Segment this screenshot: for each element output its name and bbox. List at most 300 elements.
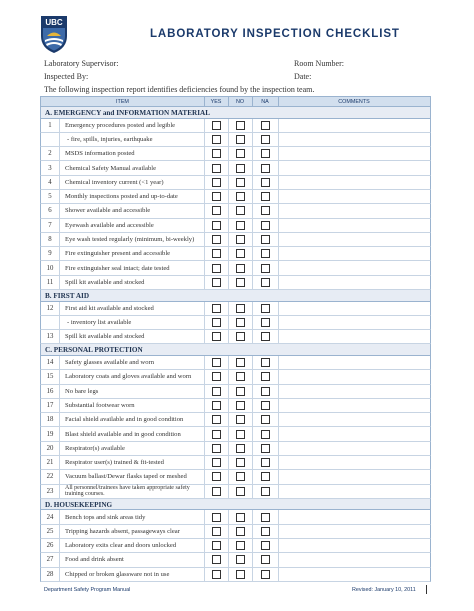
na-checkbox[interactable] xyxy=(261,221,270,230)
no-cell xyxy=(228,330,252,343)
na-checkbox[interactable] xyxy=(261,487,270,496)
section-title: A. EMERGENCY and INFORMATION MATERIAL xyxy=(45,109,210,117)
na-checkbox[interactable] xyxy=(261,121,270,130)
na-checkbox[interactable] xyxy=(261,415,270,424)
item-label: Food and drink absent xyxy=(65,556,124,564)
na-checkbox[interactable] xyxy=(261,527,270,536)
yes-checkbox[interactable] xyxy=(212,570,221,579)
section-header xyxy=(40,344,431,356)
comments-field[interactable] xyxy=(278,525,430,538)
yes-cell xyxy=(204,247,228,260)
item-label: Chemical Safety Manual available xyxy=(65,164,156,172)
yes-cell xyxy=(204,276,228,289)
na-checkbox[interactable] xyxy=(261,304,270,313)
na-checkbox[interactable] xyxy=(261,570,270,579)
yes-checkbox[interactable] xyxy=(212,541,221,550)
col-yes: YES xyxy=(210,98,222,105)
checklist-row xyxy=(40,568,431,582)
comments-field[interactable] xyxy=(278,442,430,455)
checklist-row xyxy=(40,147,431,161)
na-checkbox[interactable] xyxy=(261,472,270,481)
na-cell xyxy=(252,470,278,483)
section-title: C. PERSONAL PROTECTION xyxy=(45,346,143,355)
na-cell xyxy=(252,219,278,232)
na-checkbox[interactable] xyxy=(261,178,270,187)
no-cell xyxy=(228,261,252,274)
na-cell xyxy=(252,247,278,260)
yes-checkbox[interactable] xyxy=(212,235,221,244)
yes-checkbox[interactable] xyxy=(212,332,221,341)
section-header xyxy=(40,499,431,511)
na-cell xyxy=(252,553,278,566)
comments-field[interactable] xyxy=(278,276,430,289)
na-checkbox[interactable] xyxy=(261,372,270,381)
no-checkbox[interactable] xyxy=(236,430,245,439)
comments-field[interactable] xyxy=(278,427,430,440)
na-checkbox[interactable] xyxy=(261,249,270,258)
no-checkbox[interactable] xyxy=(236,458,245,467)
comments-field[interactable] xyxy=(278,485,430,498)
yes-checkbox[interactable] xyxy=(212,372,221,381)
na-checkbox[interactable] xyxy=(261,513,270,522)
item-label: Respirator user(s) trained & fit-tested xyxy=(65,459,164,467)
comments-field[interactable] xyxy=(278,302,430,315)
checklist-row xyxy=(40,356,431,370)
na-cell xyxy=(252,147,278,160)
no-cell xyxy=(228,370,252,383)
item-label: Fire extinguisher present and accessible xyxy=(65,250,171,258)
section-title: D. HOUSEKEEPING xyxy=(45,500,113,509)
comments-field[interactable] xyxy=(278,261,430,274)
checklist-table xyxy=(40,96,431,582)
no-cell xyxy=(228,427,252,440)
checklist-row xyxy=(40,456,431,470)
yes-cell xyxy=(204,147,228,160)
no-checkbox[interactable] xyxy=(236,235,245,244)
yes-checkbox[interactable] xyxy=(212,164,221,173)
no-checkbox[interactable] xyxy=(236,555,245,564)
checklist-row xyxy=(40,399,431,413)
na-cell xyxy=(252,568,278,581)
na-cell xyxy=(252,233,278,246)
na-cell xyxy=(252,176,278,189)
checklist-row xyxy=(40,470,431,484)
item-number: 19 xyxy=(41,427,60,440)
na-cell xyxy=(252,276,278,289)
na-checkbox[interactable] xyxy=(261,264,270,273)
no-checkbox[interactable] xyxy=(236,541,245,550)
yes-cell xyxy=(204,456,228,469)
checklist-row xyxy=(40,133,431,147)
yes-checkbox[interactable] xyxy=(212,401,221,410)
na-cell xyxy=(252,539,278,552)
no-checkbox[interactable] xyxy=(236,358,245,367)
item-number: 11 xyxy=(41,276,60,289)
yes-checkbox[interactable] xyxy=(212,555,221,564)
na-checkbox[interactable] xyxy=(261,387,270,396)
item-label: Tripping hazards absent, passageways clear xyxy=(65,527,180,535)
yes-cell xyxy=(204,427,228,440)
no-checkbox[interactable] xyxy=(236,527,245,536)
yes-cell xyxy=(204,525,228,538)
na-checkbox[interactable] xyxy=(261,206,270,215)
no-checkbox[interactable] xyxy=(236,487,245,496)
no-checkbox[interactable] xyxy=(236,149,245,158)
no-checkbox[interactable] xyxy=(236,249,245,258)
no-cell xyxy=(228,456,252,469)
na-cell xyxy=(252,510,278,523)
no-cell xyxy=(228,161,252,174)
yes-checkbox[interactable] xyxy=(212,149,221,158)
checklist-row xyxy=(40,442,431,456)
checklist-row xyxy=(40,219,431,233)
no-checkbox[interactable] xyxy=(236,318,245,327)
footer-divider xyxy=(426,585,427,594)
ubc-logo xyxy=(39,14,69,54)
yes-cell xyxy=(204,233,228,246)
no-checkbox[interactable] xyxy=(236,401,245,410)
comments-field[interactable] xyxy=(278,470,430,483)
no-cell xyxy=(228,190,252,203)
item-number: 20 xyxy=(41,442,60,455)
comments-field[interactable] xyxy=(278,176,430,189)
yes-cell xyxy=(204,190,228,203)
yes-cell xyxy=(204,302,228,315)
checklist-row xyxy=(40,316,431,330)
comments-field[interactable] xyxy=(278,370,430,383)
na-checkbox[interactable] xyxy=(261,358,270,367)
checklist-row xyxy=(40,539,431,553)
item-number: 27 xyxy=(41,553,60,566)
item-number: 25 xyxy=(41,525,60,538)
na-checkbox[interactable] xyxy=(261,192,270,201)
checklist-row xyxy=(40,370,431,384)
item-number: 5 xyxy=(41,190,60,203)
item-number: 12 xyxy=(41,302,60,315)
yes-checkbox[interactable] xyxy=(212,278,221,287)
item-label: Facial shield available and in good condition xyxy=(65,416,184,424)
yes-cell xyxy=(204,553,228,566)
yes-checkbox[interactable] xyxy=(212,304,221,313)
inspected-by-label: Inspected By: xyxy=(44,72,89,81)
checklist-row xyxy=(40,204,431,218)
no-checkbox[interactable] xyxy=(236,372,245,381)
footer-manual: Department Safety Program Manual xyxy=(44,587,131,593)
yes-checkbox[interactable] xyxy=(212,249,221,258)
col-na: NA xyxy=(261,98,269,105)
item-label: Eye wash tested regularly (minimum, bi-weekly) xyxy=(65,236,195,244)
no-checkbox[interactable] xyxy=(236,304,245,313)
no-cell xyxy=(228,356,252,369)
na-cell xyxy=(252,456,278,469)
section-title: B. FIRST AID xyxy=(45,292,90,301)
item-label: Safety glasses available and worn xyxy=(65,359,154,367)
no-checkbox[interactable] xyxy=(236,472,245,481)
comments-field[interactable] xyxy=(278,233,430,246)
item-number: 26 xyxy=(41,539,60,552)
item-label: Respirator(s) available xyxy=(65,444,125,452)
checklist-row xyxy=(40,276,431,290)
date-label: Date: xyxy=(294,72,312,81)
no-cell xyxy=(228,204,252,217)
item-number: 10 xyxy=(41,261,60,274)
yes-checkbox[interactable] xyxy=(212,358,221,367)
item-number: 23 xyxy=(41,485,60,498)
item-number: 13 xyxy=(41,330,60,343)
item-number: 24 xyxy=(41,510,60,523)
no-checkbox[interactable] xyxy=(236,221,245,230)
intro-text: The following inspection report identifies deficiencies found by the inspection team. xyxy=(44,85,315,94)
yes-checkbox[interactable] xyxy=(212,458,221,467)
yes-checkbox[interactable] xyxy=(212,221,221,230)
na-checkbox[interactable] xyxy=(261,164,270,173)
no-cell xyxy=(228,413,252,426)
item-label: Blast shield available and in good condition xyxy=(65,430,181,438)
yes-checkbox[interactable] xyxy=(212,135,221,144)
na-cell xyxy=(252,204,278,217)
yes-cell xyxy=(204,356,228,369)
item-number: 21 xyxy=(41,456,60,469)
no-checkbox[interactable] xyxy=(236,513,245,522)
item-number xyxy=(41,133,60,146)
no-cell xyxy=(228,399,252,412)
comments-field[interactable] xyxy=(278,316,430,329)
na-checkbox[interactable] xyxy=(261,135,270,144)
item-label: - fire, spills, injuries, earthquake xyxy=(67,135,153,143)
checklist-row xyxy=(40,553,431,567)
checklist-row xyxy=(40,302,431,316)
item-label: Chemical inventory current (<1 year) xyxy=(65,178,164,186)
yes-cell xyxy=(204,119,228,132)
item-label: Vacuum ballast/Dewar flasks taped or meshed xyxy=(65,473,187,481)
no-cell xyxy=(228,176,252,189)
item-label: No bare legs xyxy=(65,387,99,395)
no-checkbox[interactable] xyxy=(236,121,245,130)
yes-cell xyxy=(204,485,228,498)
comments-field[interactable] xyxy=(278,330,430,343)
na-checkbox[interactable] xyxy=(261,318,270,327)
yes-cell xyxy=(204,413,228,426)
comments-field[interactable] xyxy=(278,147,430,160)
yes-checkbox[interactable] xyxy=(212,513,221,522)
yes-cell xyxy=(204,399,228,412)
no-cell xyxy=(228,485,252,498)
na-cell xyxy=(252,161,278,174)
item-number: 16 xyxy=(41,385,60,398)
item-label: Spill kit available and stocked xyxy=(65,333,145,341)
no-checkbox[interactable] xyxy=(236,444,245,453)
item-number: 6 xyxy=(41,204,60,217)
no-checkbox[interactable] xyxy=(236,164,245,173)
no-cell xyxy=(228,233,252,246)
na-checkbox[interactable] xyxy=(261,278,270,287)
room-number-label: Room Number: xyxy=(294,59,344,68)
yes-cell xyxy=(204,330,228,343)
item-label: All personnel/trainees have taken appropriate safety training courses. xyxy=(65,484,190,498)
comments-field[interactable] xyxy=(278,385,430,398)
yes-checkbox[interactable] xyxy=(212,415,221,424)
page-title: LABORATORY INSPECTION CHECKLIST xyxy=(150,28,400,40)
no-checkbox[interactable] xyxy=(236,135,245,144)
na-cell xyxy=(252,302,278,315)
comments-field[interactable] xyxy=(278,161,430,174)
item-label: Chipped or broken glassware not in use xyxy=(65,570,170,578)
item-label: Monthly inspections posted and up-to-date xyxy=(65,193,178,201)
na-cell xyxy=(252,442,278,455)
yes-cell xyxy=(204,539,228,552)
no-cell xyxy=(228,247,252,260)
comments-field[interactable] xyxy=(278,413,430,426)
checklist-row xyxy=(40,176,431,190)
footer-revised: Revised: January 10, 2011 xyxy=(352,587,416,593)
checklist-row xyxy=(40,413,431,427)
comments-field[interactable] xyxy=(278,219,430,232)
supervisor-label: Laboratory Supervisor: xyxy=(44,59,119,68)
item-number: 2 xyxy=(41,147,60,160)
comments-field[interactable] xyxy=(278,553,430,566)
comments-field[interactable] xyxy=(278,399,430,412)
no-checkbox[interactable] xyxy=(236,206,245,215)
na-checkbox[interactable] xyxy=(261,458,270,467)
yes-checkbox[interactable] xyxy=(212,192,221,201)
no-cell xyxy=(228,553,252,566)
comments-field[interactable] xyxy=(278,510,430,523)
comments-field[interactable] xyxy=(278,356,430,369)
yes-checkbox[interactable] xyxy=(212,472,221,481)
item-number: 1 xyxy=(41,119,60,132)
item-label: Substantial footwear worn xyxy=(65,401,135,409)
no-cell xyxy=(228,510,252,523)
checklist-row xyxy=(40,190,431,204)
no-checkbox[interactable] xyxy=(236,387,245,396)
no-checkbox[interactable] xyxy=(236,192,245,201)
no-cell xyxy=(228,525,252,538)
item-number: 18 xyxy=(41,413,60,426)
item-number: 9 xyxy=(41,247,60,260)
no-checkbox[interactable] xyxy=(236,278,245,287)
na-cell xyxy=(252,427,278,440)
na-checkbox[interactable] xyxy=(261,149,270,158)
yes-checkbox[interactable] xyxy=(212,121,221,130)
item-number: 4 xyxy=(41,176,60,189)
yes-cell xyxy=(204,370,228,383)
yes-checkbox[interactable] xyxy=(212,206,221,215)
na-checkbox[interactable] xyxy=(261,444,270,453)
no-checkbox[interactable] xyxy=(236,178,245,187)
checklist-row xyxy=(40,427,431,441)
checklist-row xyxy=(40,510,431,524)
yes-checkbox[interactable] xyxy=(212,444,221,453)
comments-field[interactable] xyxy=(278,568,430,581)
comments-field[interactable] xyxy=(278,190,430,203)
na-cell xyxy=(252,119,278,132)
no-checkbox[interactable] xyxy=(236,332,245,341)
na-cell xyxy=(252,190,278,203)
item-label: Emergency procedures posted and legible xyxy=(65,121,176,129)
yes-checkbox[interactable] xyxy=(212,178,221,187)
no-cell xyxy=(228,276,252,289)
na-checkbox[interactable] xyxy=(261,235,270,244)
item-label: Laboratory exits clear and doors unlocked xyxy=(65,542,177,550)
no-cell xyxy=(228,147,252,160)
na-cell xyxy=(252,485,278,498)
yes-checkbox[interactable] xyxy=(212,527,221,536)
item-label: MSDS information posted xyxy=(65,150,135,158)
item-label: Spill kit available and stocked xyxy=(65,278,145,286)
na-checkbox[interactable] xyxy=(261,541,270,550)
comments-field[interactable] xyxy=(278,119,430,132)
item-number: 22 xyxy=(41,470,60,483)
yes-checkbox[interactable] xyxy=(212,430,221,439)
na-cell xyxy=(252,370,278,383)
comments-field[interactable] xyxy=(278,247,430,260)
item-number: 7 xyxy=(41,219,60,232)
item-label: Shower available and accessible xyxy=(65,207,151,215)
item-number: 28 xyxy=(41,568,60,581)
item-number: 14 xyxy=(41,356,60,369)
checklist-row xyxy=(40,261,431,275)
item-label: Laboratory coats and gloves available and worn xyxy=(65,373,192,381)
comments-field[interactable] xyxy=(278,456,430,469)
item-number: 3 xyxy=(41,161,60,174)
checklist-row xyxy=(40,385,431,399)
section-header xyxy=(40,290,431,302)
no-cell xyxy=(228,385,252,398)
item-number: 17 xyxy=(41,399,60,412)
comments-field[interactable] xyxy=(278,204,430,217)
yes-cell xyxy=(204,161,228,174)
yes-cell xyxy=(204,385,228,398)
yes-cell xyxy=(204,261,228,274)
yes-checkbox[interactable] xyxy=(212,264,221,273)
no-cell xyxy=(228,219,252,232)
na-checkbox[interactable] xyxy=(261,555,270,564)
no-checkbox[interactable] xyxy=(236,415,245,424)
col-item: ITEM xyxy=(116,98,129,105)
yes-cell xyxy=(204,133,228,146)
col-comments: COMMENTS xyxy=(338,98,370,105)
item-number xyxy=(41,316,60,329)
comments-field[interactable] xyxy=(278,539,430,552)
yes-cell xyxy=(204,176,228,189)
section-header xyxy=(40,107,431,119)
yes-checkbox[interactable] xyxy=(212,487,221,496)
na-checkbox[interactable] xyxy=(261,401,270,410)
na-checkbox[interactable] xyxy=(261,430,270,439)
na-checkbox[interactable] xyxy=(261,332,270,341)
checklist-row xyxy=(40,119,431,133)
no-checkbox[interactable] xyxy=(236,264,245,273)
col-no: NO xyxy=(235,98,245,105)
yes-checkbox[interactable] xyxy=(212,387,221,396)
checklist-row xyxy=(40,485,431,499)
no-cell xyxy=(228,442,252,455)
no-cell xyxy=(228,539,252,552)
yes-cell xyxy=(204,316,228,329)
yes-cell xyxy=(204,510,228,523)
checklist-row xyxy=(40,247,431,261)
checklist-row xyxy=(40,161,431,175)
yes-checkbox[interactable] xyxy=(212,318,221,327)
no-checkbox[interactable] xyxy=(236,570,245,579)
logo-text: UBC xyxy=(45,18,63,27)
comments-field[interactable] xyxy=(278,133,430,146)
table-header xyxy=(40,96,431,107)
checklist-row xyxy=(40,330,431,344)
yes-cell xyxy=(204,219,228,232)
item-number: 15 xyxy=(41,370,60,383)
item-label: Bench tops and sink areas tidy xyxy=(65,513,146,521)
